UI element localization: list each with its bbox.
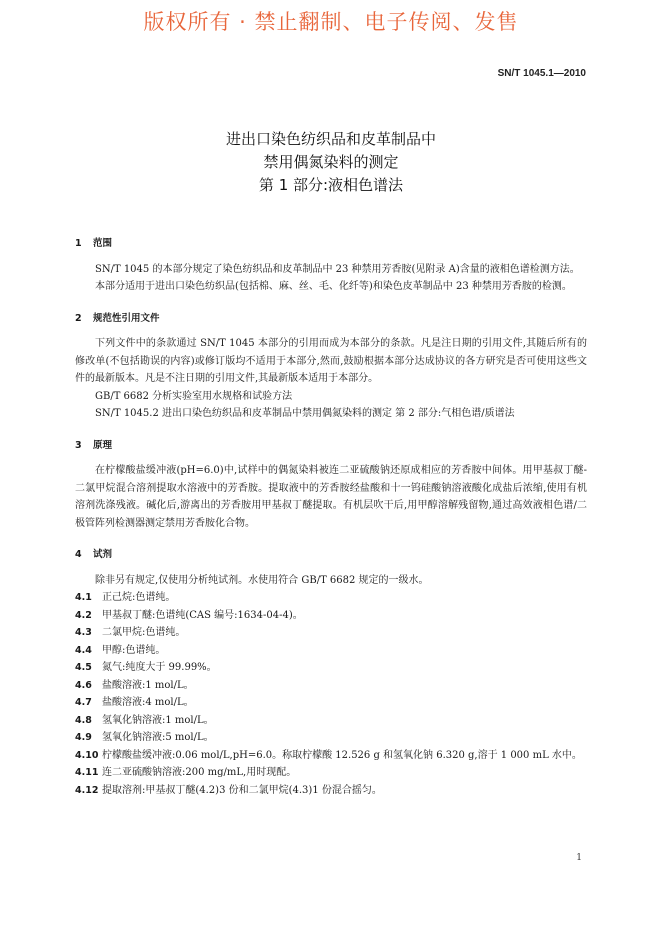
reagent-item	[75, 642, 587, 660]
standard-number: SN/T 1045.1—2010	[497, 68, 586, 79]
item-number: 4.10	[75, 749, 99, 761]
section-title: 范围	[93, 238, 113, 249]
document-body	[75, 229, 587, 799]
item-text: 盐酸溶液:4 mol/L。	[102, 697, 194, 708]
scope-paragraph-2: 本部分适用于进出口染色纺织品(包括棉、麻、丝、毛、化纤等)和染色皮革制品中 23 种禁用芳香胺的检测。	[95, 281, 572, 292]
item-number: 4.7	[75, 697, 92, 708]
section-title: 试剂	[93, 549, 113, 560]
reagent-item	[75, 747, 587, 765]
scope-paragraph-1: SN/T 1045 的本部分规定了染色纺织品和皮革制品中 23 种禁用芳香胺(见附录 A)含量的液相色谱检测方法。	[95, 263, 580, 275]
principle-paragraph: 在柠檬酸盐缓冲液(pH=6.0)中,试样中的偶氮染料被连二亚硫酸钠还原成相应的芳香胺中间体。用甲基叔丁醚-二氯甲烷混合溶剂提取水溶液中的芳香胺。提取液中的芳香胺经盐酸和十一钨硅酸钠溶液酸化成盐后浓缩,使用有机溶剂洗涤残液。碱化后,游离出的芳香胺用甲基叔丁醚提取。有机层吹干后,用甲醇溶解残留物,通过高效液相色谱/二极管阵列检测器测定禁用芳香胺化合物。	[75, 465, 587, 529]
section-3-heading	[75, 437, 587, 455]
item-number: 4.6	[75, 679, 92, 691]
section-title: 规范性引用文件	[93, 312, 160, 324]
title-line-2: 禁用偶氮染料的测定	[263, 153, 399, 171]
item-text: 正己烷:色谱纯。	[102, 592, 176, 603]
title-line-3: 第 1 部分:液相色谱法	[258, 176, 404, 194]
reagent-item	[75, 729, 587, 747]
reagent-item	[75, 624, 587, 642]
document-title	[0, 128, 662, 197]
reagent-item	[75, 607, 587, 625]
item-number: 4.2	[75, 609, 92, 621]
item-text: 氢氧化钠溶液:1 mol/L。	[102, 714, 214, 726]
item-text: 盐酸溶液:1 mol/L。	[102, 679, 194, 691]
reference-gbt-6682: GB/T 6682 分析实验室用水规格和试验方法	[95, 390, 293, 402]
section-number: 3	[75, 439, 82, 451]
item-number: 4.4	[75, 644, 92, 656]
section-number: 4	[75, 549, 82, 560]
section-number: 2	[75, 312, 82, 324]
item-text: 甲基叔丁醚:色谱纯(CAS 编号:1634-04-4)。	[102, 609, 303, 621]
reagents-intro: 除非另有规定,仅使用分析纯试剂。水使用符合 GB/T 6682 规定的一级水。	[95, 574, 429, 586]
section-title: 原理	[93, 439, 113, 451]
item-text: 甲醇:色谱纯。	[102, 644, 166, 656]
section-number: 1	[75, 238, 82, 249]
reagent-item	[75, 589, 587, 607]
page-number: 1	[576, 853, 582, 863]
reagent-item	[75, 694, 587, 712]
reagent-item	[75, 764, 587, 782]
reagent-item	[75, 677, 587, 695]
item-text: 柠檬酸盐缓冲液:0.06 mol/L,pH=6.0。称取柠檬酸 12.526 g 和氢氧化钠 6.320 g,溶于 1 000 mL 水中。	[102, 749, 582, 761]
title-line-1: 进出口染色纺织品和皮革制品中	[225, 130, 436, 148]
reagent-item	[75, 712, 587, 730]
item-text: 氢氧化钠溶液:5 mol/L。	[102, 732, 214, 743]
item-number: 4.1	[75, 592, 92, 603]
reagent-item	[75, 659, 587, 677]
references-paragraph: 下列文件中的条款通过 SN/T 1045 本部分的引用而成为本部分的条款。凡是注日期的引用文件,其随后所有的修改单(不包括勘误的内容)或修订版均不适用于本部分,然而,鼓励根据本部分达成协议的各方研究是否可使用这些文件的最新版本。凡是不注日期的引用文件,其最新版本适用于本部分。	[75, 338, 587, 384]
item-number: 4.9	[75, 732, 92, 743]
item-number: 4.5	[75, 662, 92, 673]
reference-snt-1045-2: SN/T 1045.2 进出口染色纺织品和皮革制品中禁用偶氮染料的测定 第 2 部分:气相色谱/质谱法	[95, 408, 515, 419]
reagent-item	[75, 782, 587, 800]
item-number: 4.12	[75, 784, 99, 796]
item-text: 连二亚硫酸钠溶液:200 mg/mL,用时现配。	[102, 767, 297, 778]
section-2-heading	[75, 310, 587, 328]
item-number: 4.11	[75, 767, 99, 778]
item-text: 二氯甲烷:色谱纯。	[102, 627, 186, 638]
item-number: 4.3	[75, 627, 92, 638]
item-number: 4.8	[75, 714, 92, 726]
item-text: 氮气:纯度大于 99.99%。	[102, 662, 217, 673]
copyright-watermark: 版权所有 · 禁止翻制、电子传阅、发售	[143, 10, 519, 34]
section-4-heading	[75, 546, 587, 564]
item-text: 提取溶剂:甲基叔丁醚(4.2)3 份和二氯甲烷(4.3)1 份混合摇匀。	[102, 784, 382, 796]
section-1-heading	[75, 235, 587, 253]
